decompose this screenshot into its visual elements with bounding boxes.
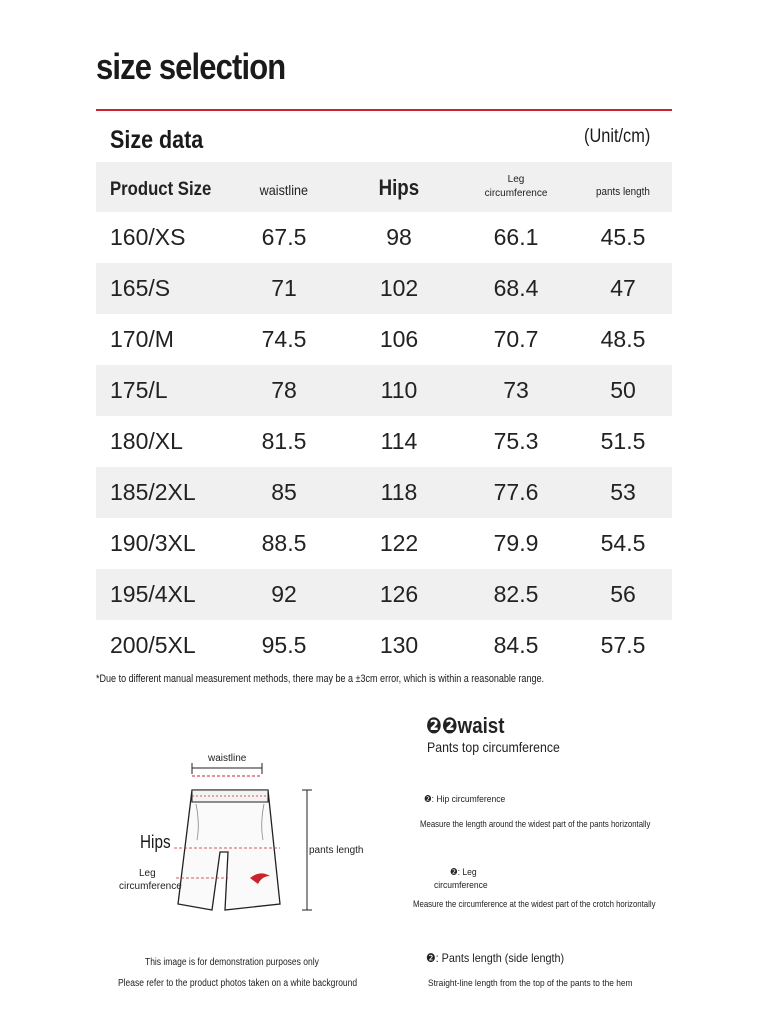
- table-cell: 50: [610, 377, 636, 403]
- table-header-row: [96, 162, 672, 212]
- header-cell: Hips: [378, 174, 420, 200]
- table-cell: 114: [380, 428, 418, 454]
- table-cell: 110: [380, 377, 418, 403]
- table-cell: 51.5: [600, 428, 646, 454]
- table-row: [96, 620, 672, 671]
- table-row: [96, 467, 672, 518]
- leg-description: Measure the circumference at the widest part of the crotch horizontally: [413, 899, 656, 910]
- table-cell: 77.6: [493, 479, 539, 505]
- length-title: ❷: Pants length (side length): [426, 951, 565, 965]
- table-cell: 74.5: [261, 326, 307, 352]
- table-cell: 79.9: [493, 530, 539, 556]
- table-cell: 170/M: [110, 326, 174, 352]
- unit-label: (Unit/cm): [584, 126, 651, 147]
- table-cell: 78: [271, 377, 297, 403]
- leg-label-1: Leg: [139, 868, 156, 879]
- hip-description: Measure the length around the widest part of the pants horizontally: [420, 819, 651, 830]
- waist-subtitle: Pants top circumference: [427, 739, 560, 755]
- table-cell: 56: [610, 581, 636, 607]
- table-cell: 66.1: [493, 224, 539, 250]
- table-cell: 102: [379, 275, 419, 301]
- hips-label: Hips: [140, 832, 171, 852]
- table-cell: 185/2XL: [110, 479, 196, 505]
- pants-length-label: pants length: [309, 845, 364, 856]
- table-row: [96, 314, 672, 365]
- table-row: [96, 416, 672, 467]
- table-cell: 160/XS: [110, 224, 186, 250]
- table-cell: 190/3XL: [110, 530, 196, 556]
- table-cell: 195/4XL: [110, 581, 196, 607]
- table-cell: 118: [380, 479, 418, 505]
- measurement-note: *Due to different manual measurement methods, there may be a ±3cm error, which is within a reasonable range.: [96, 673, 545, 685]
- table-cell: 70.7: [493, 326, 539, 352]
- header-cell: pants length: [596, 185, 650, 198]
- table-cell: 82.5: [493, 581, 539, 607]
- table-cell: 165/S: [110, 275, 171, 301]
- table-cell: 73: [503, 377, 529, 403]
- table-cell: 122: [379, 530, 419, 556]
- leg-title-1: ❷: Leg: [450, 867, 477, 878]
- header-cell: Leg circumference: [484, 174, 548, 199]
- table-cell: 88.5: [261, 530, 307, 556]
- table-cell: 84.5: [493, 632, 539, 658]
- header-cell: Product Size: [110, 178, 212, 200]
- table-cell: 95.5: [261, 632, 307, 658]
- table-cell: 85: [271, 479, 297, 505]
- table-cell: 71: [271, 275, 297, 301]
- table-cell: 98: [386, 224, 412, 250]
- table-cell: 47: [610, 275, 636, 301]
- table-cell: 106: [379, 326, 419, 352]
- table-cell: 54.5: [600, 530, 646, 556]
- hip-title: ❷: Hip circumference: [424, 794, 506, 805]
- table-row: [96, 212, 672, 263]
- table-cell: 57.5: [600, 632, 646, 658]
- table-cell: 53: [610, 479, 636, 505]
- waist-title: ❷❷waist: [426, 713, 505, 738]
- table-cell: 68.4: [493, 275, 539, 301]
- table-cell: 126: [379, 581, 419, 607]
- size-table: [96, 162, 672, 671]
- table-cell: 92: [271, 581, 297, 607]
- table-row: [96, 569, 672, 620]
- table-cell: 180/XL: [110, 428, 183, 454]
- waistline-label: waistline: [208, 753, 247, 764]
- table-cell: 175/L: [110, 377, 168, 403]
- table-cell: 200/5XL: [110, 632, 196, 658]
- disclaimer-1: This image is for demonstration purposes only: [145, 957, 319, 968]
- table-cell: 81.5: [261, 428, 307, 454]
- leg-label-2: circumference: [119, 881, 182, 892]
- leg-title-2: circumference: [434, 880, 488, 891]
- header-cell: waistline: [259, 181, 309, 198]
- table-cell: 48.5: [600, 326, 646, 352]
- table-cell: 75.3: [493, 428, 539, 454]
- length-description: Straight-line length from the top of the pants to the hem: [428, 978, 633, 989]
- size-data-heading: Size data: [110, 126, 204, 154]
- table-cell: 130: [379, 632, 419, 658]
- table-row: [96, 518, 672, 569]
- title-divider: [96, 109, 672, 111]
- table-cell: 45.5: [600, 224, 646, 250]
- page-title: size selection: [96, 46, 286, 87]
- table-cell: 67.5: [261, 224, 307, 250]
- table-row: [96, 365, 672, 416]
- disclaimer-2: Please refer to the product photos taken on a white background: [118, 978, 358, 989]
- table-row: [96, 263, 672, 314]
